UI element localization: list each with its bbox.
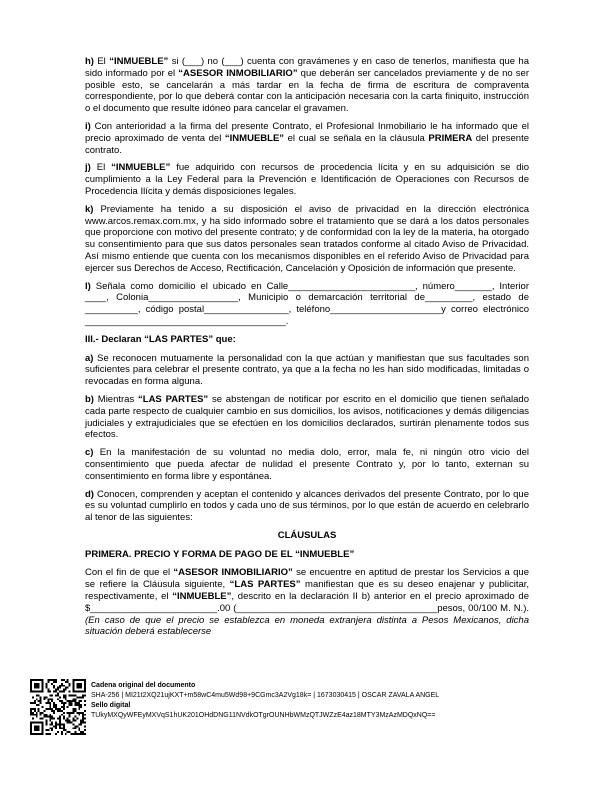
document-footer [30, 679, 439, 735]
heading-iii: III.- Declaran “LAS PARTES” que: [85, 333, 236, 345]
heading-primera: PRIMERA. PRECIO Y FORMA DE PAGO DE EL “INMUEBLE” [85, 548, 355, 560]
qr-code-icon [30, 679, 86, 735]
signature-block [91, 679, 439, 721]
para-c: c) En la manifestación de su voluntad no media dolo, error, mala fe, ni ningún otro vicio del consentimiento que pueda afectar de nulidad el presente Contrato y, por lo tanto, externan su consentimiento en forma libre y espontánea. [85, 447, 529, 482]
para-a: a) Se reconocen mutuamente la personalidad con la que actúan y manifiestan que sus facultades son suficientes para celebrar el presente contrato, ya que a la fecha no les han sido modificadas, limitadas o revocadas en forma alguna. [85, 352, 529, 388]
cadena-original-value: SHA-256 | MI21t2XQ21ujKXT+m58wC4mu5Wd98+9CGmc3A2Vg18k= | 1673030415 | OSCAR ZAVALA ANGEL [91, 692, 440, 699]
para-b: b) Mientras “LAS PARTES” se abstengan de notificar por escrito en el domicilio que tienen señalado cada parte respecto de cualquier cambio en sus domicilios, los avisos, notificaciones y demás diligencias judiciales y extrajudiciales que se efectúen en los domicilios declarados, surtirán plenamente todos sus efectos. [85, 393, 529, 441]
para-k: k) Previamente ha tenido a su disposición el aviso de privacidad en la dirección electrónica www.arcos.remax.com.mx, y ha sido informado sobre el tratamiento que se dará a los datos personales que proporcione con motivo del presente contrato; y de conformidad con la ley de la materia, ha otorgado su consentimiento para que sus datos personales sean tratados conforme al citado Aviso de Privacidad. Así mismo entiende que cuenta con los mecanismos disponibles en el referido Aviso de Privacidad para ejercer sus Derechos de Acceso, Rectificación, Cancelación y Oposición de información que presente. [85, 203, 529, 274]
para-h: h) El “INMUEBLE” si (___) no (___) cuenta con gravámenes y en caso de tenerlos, manifiesta que ha sido informado por el “ASESOR INMOBILIARIO” que deberán ser cancelados previamente y de no ser posible esto, se cancelarán a más tardar en la fecha de firma de escritura de compraventa correspondiente, por lo que deberá contar con la anticipación necesaria con la carta finiquito, instrucción o el documento que resulte idóneo para cancelar el gravamen. [85, 56, 530, 115]
para-i: i) Con anterioridad a la firma del presente Contrato, el Profesional Inmobiliario le ha informado que el precio aproximado de venta del “INMUEBLE” el cual se señala en la cláusula PRIMERA del presente contrato. [85, 120, 529, 156]
sello-digital-value: TUkyMXQyWFEyMXVqS1hUK201OHdDNG11NVdkOTgrOUNHbWMzQTJWZzE4az18MTY3MzAzMDQxNQ== [91, 712, 436, 719]
cadena-original-label: Cadena original del documento [91, 682, 196, 689]
para-l: l) Señala como domicilio el ubicado en Calle________________________, número_______, Interior ____, Colonia_________________, Municipio o demarcación territorial de_________, estado de __________, código postal________________, teléfono_____________________y correo electrónico ______________________________________. [85, 280, 529, 327]
sello-digital-label: Sello digital [91, 702, 131, 709]
heading-clausulas: CLÁUSULAS [277, 529, 337, 541]
para-precio: Con el fin de que el “ASESOR INMOBILIARIO” se encuentre en aptitud de prestar los Servicios a que se refiere la Cláusula siguiente, “LAS PARTES” manifiestan que es su deseo enajenar y publicitar, respectivamente, el “INMUEBLE”, descrito en la declaración II b) anterior en el precio aproximado de $________________________.00 (______________________________________pesos, 00/100 M. N.). (En caso de que el precio se establezca en moneda extranjera distinta a Pesos Mexicanos, dicha situación deberá establecerse [85, 567, 530, 638]
para-j: j) El “INMUEBLE” fue adquirido con recursos de procedencia lícita y en su adquisición se dio cumplimiento a la Ley Federal para la Prevención e Identificación de Operaciones con Recursos de Procedencia Ilícita y demás disposiciones legales. [85, 162, 529, 197]
document-body [85, 56, 529, 644]
para-d: d) Conocen, comprenden y aceptan el contenido y alcances derivados del presente Contrato, por lo que es su voluntad cumplirlo en todos y cada uno de sus términos, por lo que están de acuerdo en celebrarlo al tenor de las siguientes: [85, 488, 529, 524]
